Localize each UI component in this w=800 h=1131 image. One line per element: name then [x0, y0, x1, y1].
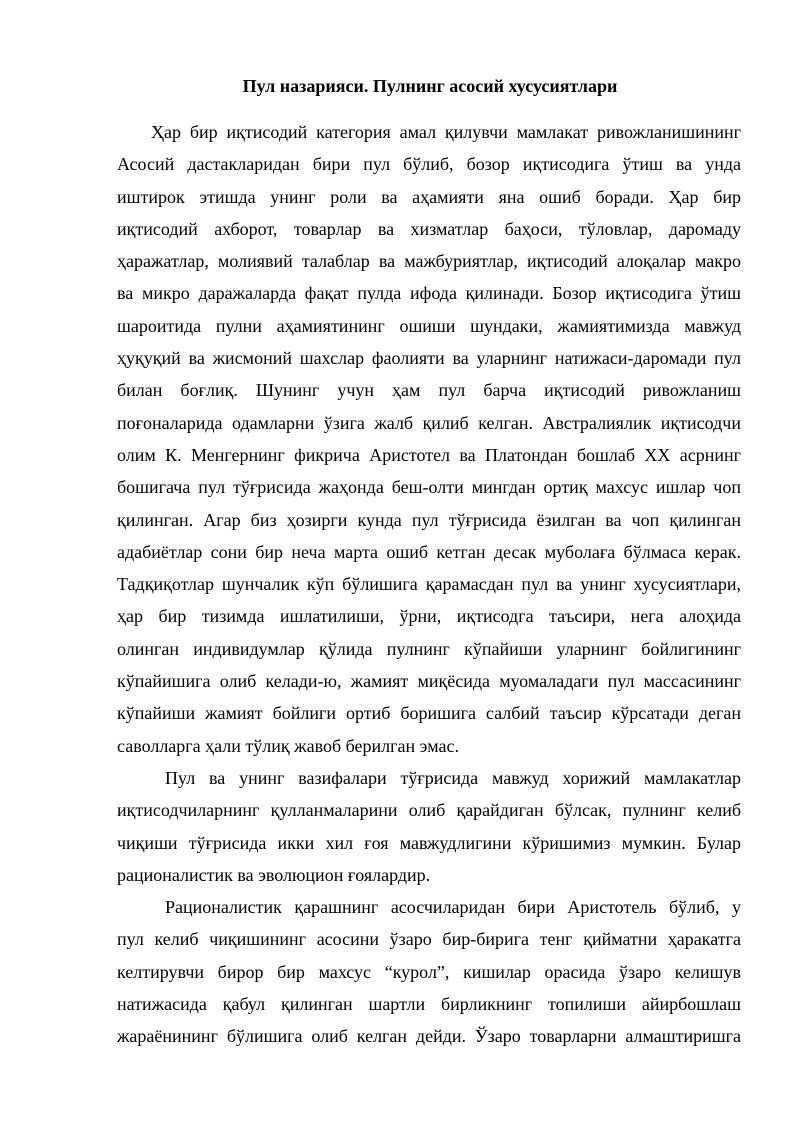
text-line: Тадқиқотлар шунчалик кўп бўлишига қарамасдан пул ва унинг хусусиятлари,: [117, 574, 741, 595]
text-line: ва микро даражаларда фақат пулда ифода қилинади. Бозор иқтисодига ўтиш: [117, 283, 741, 304]
text-line: Асосий дастакларидан бири пул бўлиб, бозор иқтисодига ўтиш ва унда: [117, 154, 741, 175]
text-line: пул келиб чиқишининг асосини ўзаро бир-бирига тенг қийматни ҳаракатга: [117, 929, 741, 950]
text-line: олинган индивидумлар қўлида пулнинг кўпайиши уларнинг бойлигининг: [117, 638, 741, 659]
text-line: кўпайиши жамият бойлиги ортиб боришига салбий таъсир кўрсатади деган: [117, 703, 741, 724]
text-line: ҳаражатлар, молиявий талаблар ва мажбуриятлар, иқтисодий алоқалар макро: [117, 251, 741, 272]
paragraph-3: [117, 891, 741, 1052]
text-line: иштирок этишда унинг роли ва аҳамияти яна ошиб боради. Ҳар бир: [117, 186, 741, 207]
text-line: шароитида пулни аҳамиятининг ошиши шундаки, жамиятимизда мавжуд: [117, 315, 741, 336]
text-line: олим К. Менгернинг фикрича Аристотел ва Платондан бошлаб XX асрнинг: [117, 444, 741, 465]
text-line: кўпайишига олиб келади-ю, жамият миқёсида муомаладаги пул массасининг: [117, 671, 741, 692]
text-line: саволларга ҳали тўлиқ жавоб берилган эмас.: [117, 735, 459, 756]
text-line: билан боғлиқ. Шунинг учун ҳам пул барча иқтисодий ривожланиш: [117, 380, 741, 401]
text-line: рационалистик ва эволюцион ғоялардир.: [117, 864, 431, 885]
text-line: келтирувчи бирор бир махсус “курол”, кишилар орасида ўзаро келишув: [117, 961, 741, 982]
text-line: иқтисодий ахборот, товарлар ва хизматлар баҳоси, тўловлар, даромаду: [117, 218, 741, 239]
document-body: [117, 116, 741, 1053]
paragraph-1: [117, 116, 741, 762]
document-title: Пул назарияси. Пулнинг асосий хусусиятлари: [242, 76, 618, 96]
text-line: иқтисодчиларнинг қулланмаларини олиб қарайдиган бўлсак, пулнинг келиб: [117, 800, 741, 821]
text-line: Пул ва унинг вазифалари тўғрисида мавжуд хорижий мамлакатлар: [165, 767, 741, 788]
text-line: натижасида қабул қилинган шартли бирликнинг топилиши айирбошлаш: [117, 994, 741, 1015]
paragraph-2: [117, 762, 741, 891]
text-line: қилинган. Агар биз ҳозирги кунда пул тўғрисида ёзилган ва чоп қилинган: [117, 509, 741, 530]
text-line: чиқиши тўғрисида икки хил ғоя мавжудлигини кўришимиз мумкин. Булар: [117, 832, 741, 853]
text-line: жараёнининг бўлишига олиб келган дейди. Ўзаро товарларни алмаштиришга: [117, 1026, 741, 1047]
text-line: адабиётлар сони бир неча марта ошиб кетган десак муболаға бўлмаса керак.: [117, 541, 741, 562]
text-line: Ҳар бир иқтисодий категория амал қилувчи мамлакат ривожланишининг: [151, 122, 741, 142]
text-line: ҳар бир тизимда ишлатилиши, ўрни, иқтисодга таъсири, нега алоҳида: [117, 606, 741, 627]
text-line: поғоналарида одамларни ўзига жалб қилиб келган. Австралиялик иқтисодчи: [117, 412, 741, 433]
text-line: Рационалистик қарашнинг асосчиларидан бири Аристотель бўлиб, у: [165, 897, 741, 918]
text-line: бошигача пул тўғрисида жаҳонда беш-олти мингдан ортиқ махсус ишлар чоп: [117, 477, 741, 498]
text-line: ҳуқуқий ва жисмоний шахслар фаолияти ва уларнинг натижаси-даромади пул: [117, 348, 741, 369]
